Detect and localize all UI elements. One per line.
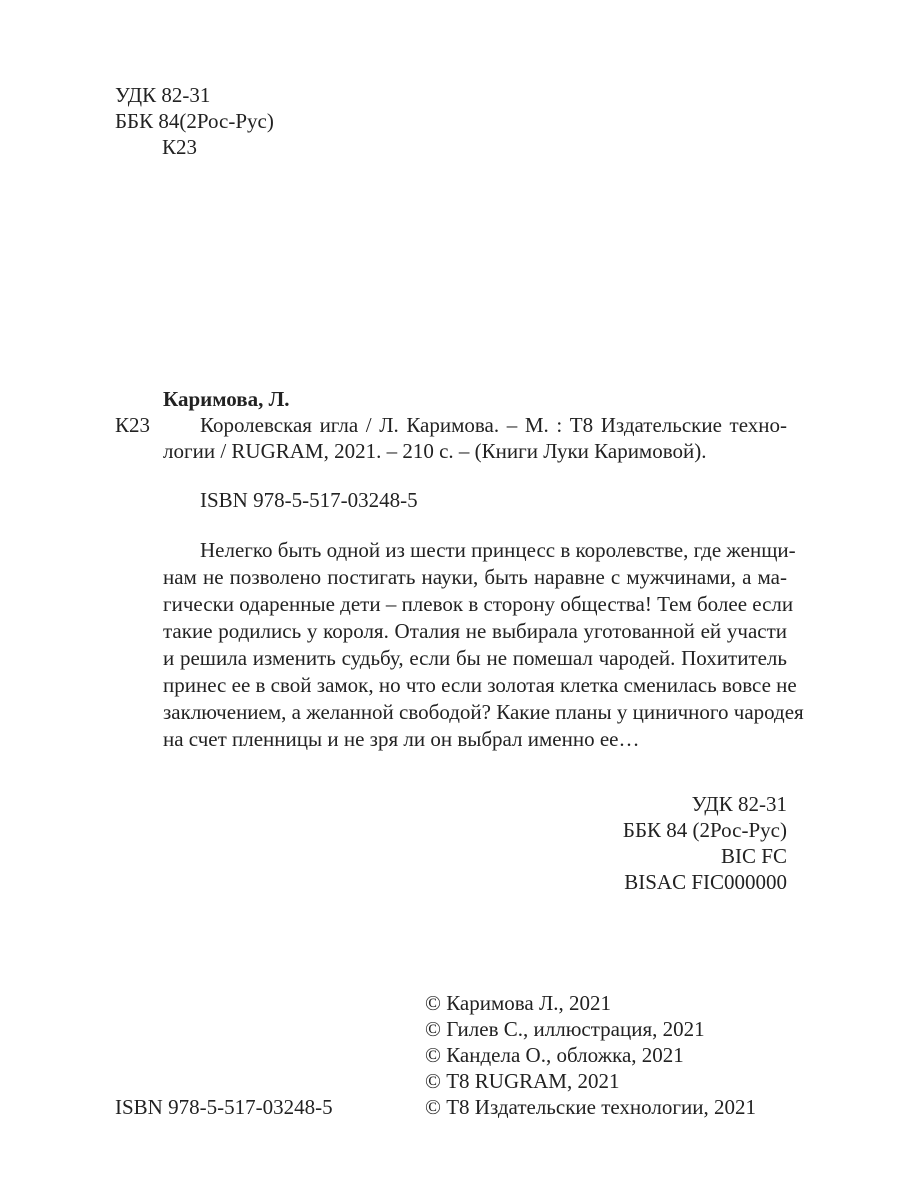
copyright-line: © Кандела О., обложка, 2021 <box>425 1043 684 1067</box>
annotation-line: заключением, а желанной свободой? Какие планы у циничного чародея <box>163 700 804 724</box>
annotation-line: такие родились у короля. Оталия не выбирала уготованной ей участи <box>163 619 787 643</box>
record-line: логии / RUGRAM, 2021. – 210 с. – (Книги Луки Каримовой). <box>163 439 707 463</box>
annotation-line: на счет пленницы и не зря ли он выбрал именно ее… <box>163 727 640 751</box>
udk-code: УДК 82-31 <box>115 83 211 107</box>
record-author: Каримова, Л. <box>163 387 290 411</box>
copyright-line: © Каримова Л., 2021 <box>425 991 611 1015</box>
footer-isbn: ISBN 978-5-517-03248-5 <box>115 1095 333 1119</box>
classification-bisac: BISAC FIC000000 <box>624 870 787 894</box>
annotation-line: и решила изменить судьбу, если бы не помешал чародей. Похититель <box>163 646 787 670</box>
record-line: Королевская игла / Л. Каримова. – М. : Т8 Издательские техно- <box>200 413 787 437</box>
copyright-line: © Т8 Издательские технологии, 2021 <box>425 1095 756 1119</box>
classification-bbk: ББК 84 (2Рос-Рус) <box>622 818 787 842</box>
annotation-line: Нелегко быть одной из шести принцесс в королевстве, где женщи- <box>200 538 796 562</box>
annotation-line: нам не позволено постигать науки, быть наравне с мужчинами, а ма- <box>163 565 787 589</box>
classification-bic: BIC FC <box>721 844 787 868</box>
copyright-line: © Гилев С., иллюстрация, 2021 <box>425 1017 705 1041</box>
record-author-mark: К23 <box>115 413 151 437</box>
classification-udk: УДК 82-31 <box>691 792 787 816</box>
author-mark: К23 <box>162 135 198 159</box>
copyright-line: © Т8 RUGRAM, 2021 <box>425 1069 620 1093</box>
bbk-code: ББК 84(2Рос-Рус) <box>115 109 274 133</box>
annotation-line: гически одаренные дети – плевок в сторону общества! Тем более если <box>163 592 794 616</box>
annotation-line: принес ее в свой замок, но что если золотая клетка сменилась вовсе не <box>163 673 797 697</box>
record-isbn: ISBN 978-5-517-03248-5 <box>200 488 418 512</box>
